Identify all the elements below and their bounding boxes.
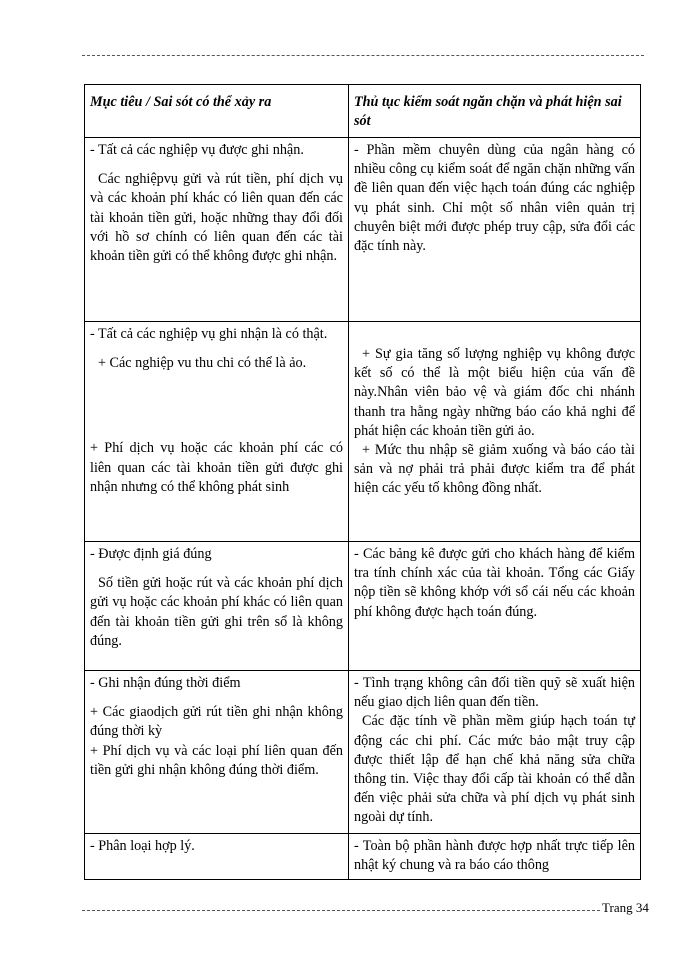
control-cell [349,542,641,671]
control-text: + Sự gia tăng số lượng nghiệp vụ không được kết số có thể là một biểu hiện của vấn đề này.Nhân viên bảo vệ và giám đốc chi nhánh thanh tra hằng ngày những báo cáo khả nghi để phát hiện các khoản tiền gửi ảo. [354,346,635,439]
control-text: - Phần mềm chuyên dùng của ngân hàng có nhiều công cụ kiểm soát để ngăn chặn những vấn đề liên quan đến việc hạch toán đúng các nghiệp vụ phát sinh. Chỉ một số nhân viên quản trị chuyên biệt mới được phép truy cập, sửa đổi các đặc tính này. [354,142,635,255]
table-row [85,834,641,880]
objective-heading: - Được định giá đúng [90,546,212,562]
header-objective: Mục tiêu / Sai sót có thể xảy ra [85,85,349,138]
page-number: Trang 34 [602,900,649,915]
control-text: - Tình trạng không cân đối tiền quỹ sẽ xuất hiện nếu giao dịch liên quan đến tiền. [354,675,635,711]
control-cell [349,138,641,322]
header-rule [82,55,644,56]
footer-rule [82,910,600,911]
table-row [85,671,641,834]
table-row [85,138,641,322]
objective-cell [85,834,349,880]
control-text: Các đặc tính về phần mềm giúp hạch toán tự động các chi phí. Các mức bảo mật truy cập được thiết lập để hạn chế khả năng sửa chữa thông tin. Việc thay đổi cấp tài khoản có thể dẫn đến việc phải sửa chữa và phí dịch vụ phát sinh ngoài dự tính. [354,713,635,826]
control-cell [349,322,641,542]
objective-heading: - Tất cả các nghiệp vụ được ghi nhận. [90,142,304,158]
risk-text: + Các giaodịch gửi rút tiền ghi nhận không đúng thời kỳ [90,704,343,740]
header-control-procedure: Thủ tục kiểm soát ngăn chặn và phát hiện sai sót [349,85,641,138]
objective-heading: - Tất cả các nghiệp vụ ghi nhận là có thật. [90,326,328,342]
risk-text: + Phí dịch vụ và các loại phí liên quan đến tiền gửi ghi nhận không đúng thời điểm. [90,742,343,778]
control-cell [349,671,641,834]
objective-cell [85,542,349,671]
control-text: + Mức thu nhập sẽ giảm xuống và báo cáo tài sản và nợ phải trả phải được kiểm tra để phát hiện các yếu tố không đồng nhất. [354,442,635,497]
control-procedures-table [84,84,641,880]
risk-text: Số tiền gửi hoặc rút và các khoản phí dịch gửi vụ hoặc các khoản phí khác có liên quan đến tài khoản tiền gửi ghi trên sổ là không đúng. [90,575,343,649]
risk-text: + Phí dịch vụ hoặc các khoản phí các có liên quan các tài khoản tiền gửi được ghi nhận nhưng có thể không phát sinh [90,440,343,495]
risk-text: + Các nghiệp vu thu chi có thể là ảo. [98,355,307,372]
control-cell [349,834,641,880]
control-text: - Toàn bộ phần hành được hợp nhất trực tiếp lên nhật ký chung và ra báo cáo thông [354,838,635,874]
objective-cell [85,138,349,322]
objective-cell [85,671,349,834]
table-row [85,322,641,542]
table-row [85,542,641,671]
table-header-row [85,85,641,138]
risk-text: Các nghiệpvụ gửi và rút tiền, phí dịch vụ và các khoản phí khác có liên quan đến các tài khoản tiền gửi, hoặc những thay đổi đối với hồ sơ chính có liên quan đến các tài khoản tiền gửi có thể không được ghi nhận. [90,171,343,265]
objective-heading: - Ghi nhận đúng thời điểm [90,675,241,691]
objective-cell [85,322,349,542]
control-text: - Các bảng kê được gửi cho khách hàng để kiểm tra tính chính xác của tài khoản. Tổng các Giấy nộp tiền sẽ không khớp với sổ cái nếu các khoản phí không được hạch toán đúng. [354,546,635,620]
objective-heading: - Phân loại hợp lý. [90,838,195,854]
